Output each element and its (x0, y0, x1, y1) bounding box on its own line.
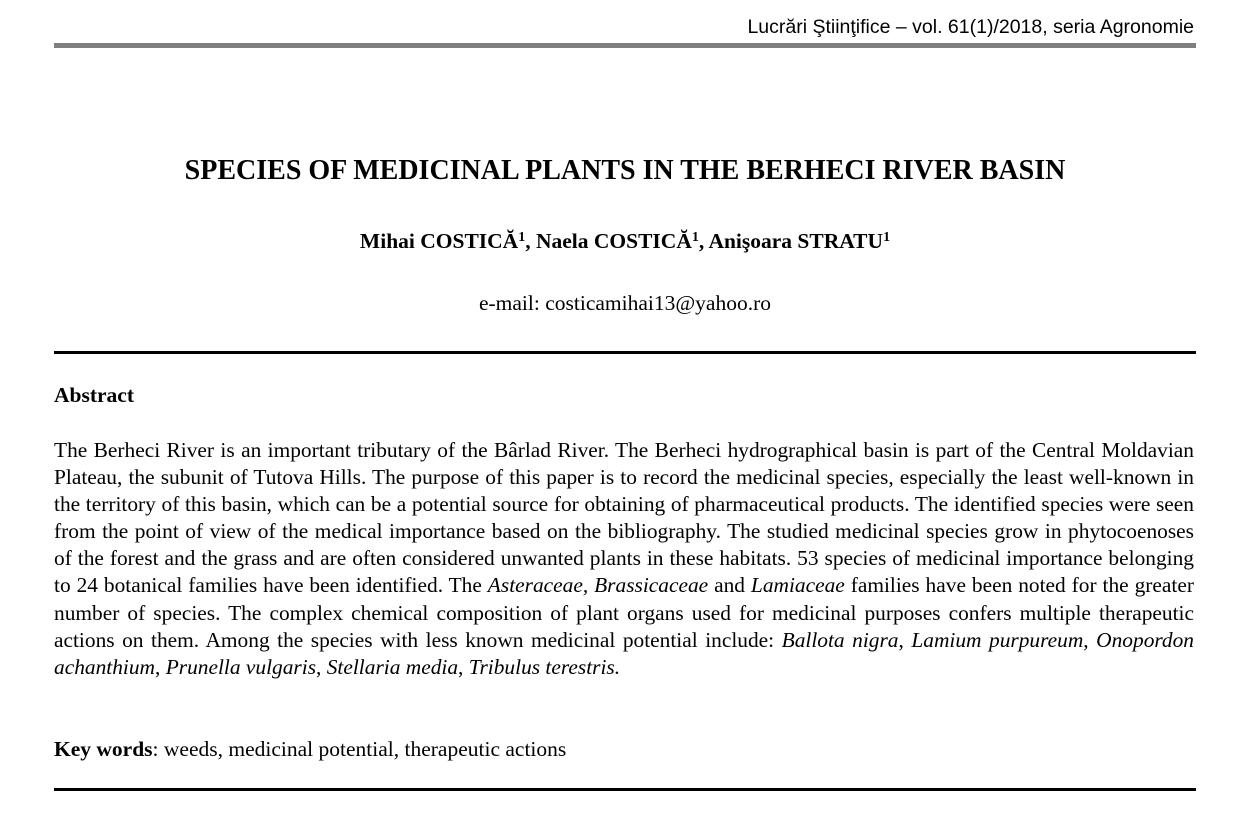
abstract-text: and (708, 573, 751, 598)
abstract-heading: Abstract (54, 383, 135, 407)
abstract-taxon: Onopordon achanthium (54, 627, 1195, 679)
author-list (54, 228, 1196, 254)
abstract-text: , (316, 654, 327, 679)
abstract-text: , (898, 627, 912, 652)
header-rule (54, 43, 1196, 48)
paper-title: SPECIES OF MEDICINAL PLANTS IN THE BERHECI RIVER BASIN (184, 155, 1066, 186)
author-affiliation: 1 (883, 230, 891, 245)
abstract-taxon: Ballota nigra (781, 627, 899, 652)
keywords-list: : weeds, medicinal potential, therapeutic actions (152, 737, 567, 761)
contact-email: e-mail: costicamihai13@yahoo.ro (478, 291, 772, 315)
author-affiliation: 1 (518, 230, 526, 245)
section-rule-bottom (54, 788, 1196, 791)
journal-header: Lucrări Ştiinţifice – vol. 61(1)/2018, seria Agronomie (747, 16, 1194, 38)
abstract-body (54, 437, 1194, 681)
keywords-line (54, 736, 566, 762)
abstract-text: families have been noted for the greater number of species. The complex chemical composition of plant organs used for medicinal purposes confers multiple therapeutic actions on them. Among the species with less known medicinal potential include: (54, 573, 1194, 652)
abstract-taxon: Lamium purpureum (911, 627, 1084, 652)
abstract-text: , (458, 654, 469, 679)
abstract-text: , (1083, 627, 1097, 652)
author-name: Anişoara STRATU (708, 229, 884, 253)
abstract-text: The Berheci River is an important tributary of the Bârlad River. The Berheci hydrographical basin is part of the Central Moldavian Plateau, the subunit of Tutova Hills. The purpose of this paper is to record the medicinal species, especially the least well-known in the territory of this basin, which can be a potential source for obtaining of pharmaceutical products. The identified species were seen from the point of view of the medical importance based on the bibliography. The studied medicinal species grow in phytocoenoses of the forest and the grass and are often considered unwanted plants in these habitats. 53 species of medicinal importance belonging to 24 botanical families have been identified. The (54, 438, 1194, 598)
abstract-taxon: Stellaria media (326, 654, 459, 679)
abstract-paragraph (54, 437, 1194, 681)
section-rule-top (54, 351, 1196, 354)
author-separator: , (698, 229, 709, 253)
author-name: Mihai COSTICĂ (359, 229, 519, 253)
author-separator: , (525, 229, 536, 253)
abstract-taxon: Prunella vulgaris (165, 654, 317, 679)
abstract-text: , (155, 654, 166, 679)
author-name: Naela COSTICĂ (535, 229, 692, 253)
abstract-taxon: Asteraceae, Brassicaceae (487, 573, 709, 598)
keywords-label: Key words (54, 737, 153, 761)
abstract-taxon: Lamiaceae (750, 573, 845, 598)
author-affiliation: 1 (691, 230, 699, 245)
abstract-taxon: Tribulus terestris. (468, 654, 621, 679)
